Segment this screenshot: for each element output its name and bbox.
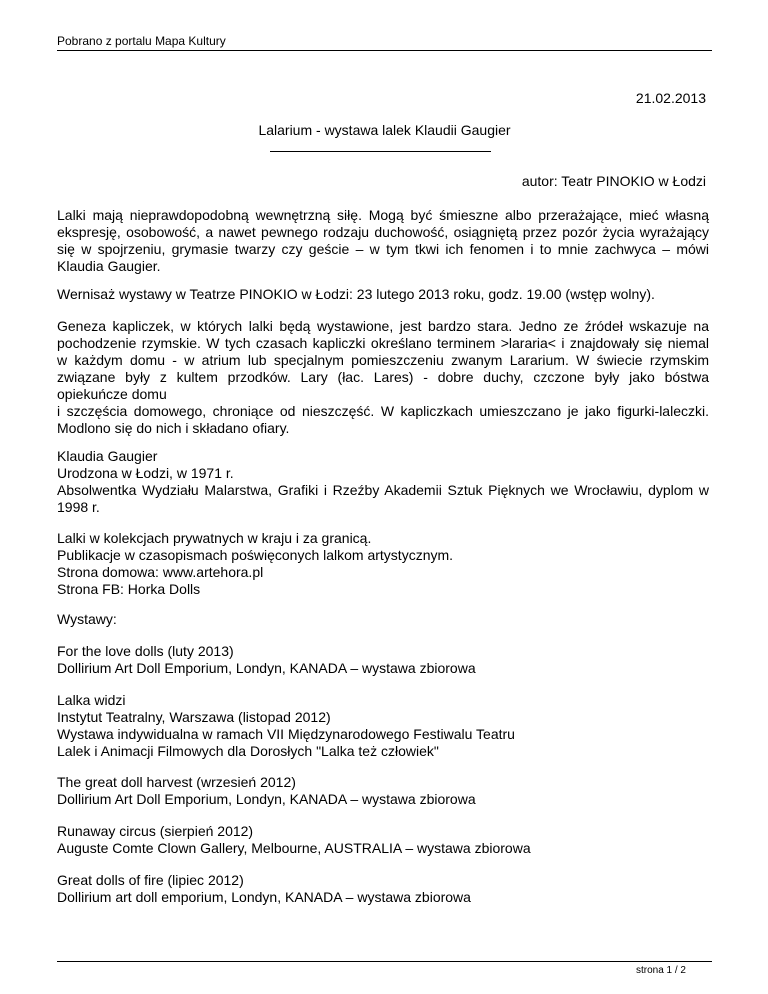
collections-line: Strona FB: Horka Dolls xyxy=(57,581,201,597)
genesis-line: Geneza kapliczek, w których lalki będą wystawione, jest bardzo stara. Jedno ze źródeł wskazuje na xyxy=(57,318,709,334)
intro-line: Lalki mają nieprawdopodobną wewnętrzną siłę. Mogą być śmieszne albo przerażające, mieć własną xyxy=(57,207,709,223)
exhibition-entry xyxy=(57,823,709,857)
bio-line: 1998 r. xyxy=(57,499,100,515)
genesis-line: Modlono się do nich i składano ofiary. xyxy=(57,420,290,436)
collections-paragraph xyxy=(57,530,709,598)
genesis-paragraph xyxy=(57,318,709,437)
bio-paragraph xyxy=(57,448,709,516)
title-underline xyxy=(270,151,491,152)
exhibition-entry xyxy=(57,872,709,906)
vernissage-paragraph xyxy=(57,286,709,303)
exhibition-line: Auguste Comte Clown Gallery, Melbourne, AUSTRALIA – wystawa zbiorowa xyxy=(57,840,531,856)
exhibition-line: Dollirium Art Doll Emporium, Londyn, KANADA – wystawa zbiorowa xyxy=(57,660,476,676)
intro-line: się w spojrzeniu, grymasie twarzy czy geście – w tym tkwi ich fenomen i to mnie zachwyca – mówi xyxy=(57,241,709,257)
genesis-line: w każdym domu - w atrium lub specjalnym pomieszczeniu zwanym Lararium. W świecie rzymskim xyxy=(57,352,709,368)
exhibition-line: The great doll harvest (wrzesień 2012) xyxy=(57,774,296,790)
intro-paragraph xyxy=(57,207,709,275)
bio-line: Urodzona w Łodzi, w 1971 r. xyxy=(57,465,234,481)
footer-divider xyxy=(57,961,712,962)
exhibition-line: Instytut Teatralny, Warszawa (listopad 2012) xyxy=(57,709,331,725)
collections-line: Lalki w kolekcjach prywatnych w kraju i za granicą. xyxy=(57,530,372,546)
exhibition-line: Dollirium Art Doll Emporium, Londyn, KANADA – wystawa zbiorowa xyxy=(57,791,476,807)
page-number: strona 1 / 2 xyxy=(635,965,686,976)
exhibition-line: Lalka widzi xyxy=(57,692,126,708)
document-title: Lalarium - wystawa lalek Klaudii Gaugier xyxy=(258,122,511,138)
exhibition-line: Dollirium art doll emporium, Londyn, KANADA – wystawa zbiorowa xyxy=(57,889,471,905)
exhibition-line: Wystawa indywidualna w ramach VII Międzynarodowego Festiwalu Teatru xyxy=(57,726,515,742)
genesis-line: i szczęścia domowego, chroniące od nieszczęść. W kapliczkach umieszczano je jako figurki-laleczki. xyxy=(57,403,709,419)
header-divider xyxy=(57,50,712,51)
exhibition-line: Great dolls of fire (lipiec 2012) xyxy=(57,872,244,888)
document-date: 21.02.2013 xyxy=(635,90,706,106)
intro-line: ekspresję, osobowość, a nawet pewnego rodzaju duchowość, osiągniętą przez pozór życia wyrażający xyxy=(57,224,709,240)
header-source: Pobrano z portalu Mapa Kultury xyxy=(57,34,226,48)
exhibitions-heading-block xyxy=(57,611,709,628)
genesis-line: związane były z kultem przodków. Lary (łac. Lares) - dobre duchy, czczone były jako bóstwa xyxy=(57,369,709,385)
exhibition-line: Lalek i Animacji Filmowych dla Dorosłych "Lalka też człowiek" xyxy=(57,743,439,759)
intro-line: Klaudia Gaugier. xyxy=(57,258,161,274)
exhibition-line: For the love dolls (luty 2013) xyxy=(57,643,234,659)
genesis-line: opiekuńcze domu xyxy=(57,386,167,402)
document-author: autor: Teatr PINOKIO w Łodzi xyxy=(521,173,706,189)
exhibition-entry xyxy=(57,692,709,760)
exhibition-entry xyxy=(57,643,709,677)
vernissage-line: Wernisaż wystawy w Teatrze PINOKIO w Łodzi: 23 lutego 2013 roku, godz. 19.00 (wstęp wolny). xyxy=(57,286,655,302)
collections-line: Strona domowa: www.artehora.pl xyxy=(57,564,264,580)
exhibition-line: Runaway circus (sierpień 2012) xyxy=(57,823,254,839)
exhibitions-heading: Wystawy: xyxy=(57,611,117,627)
collections-line: Publikacje w czasopismach poświęconych lalkom artystycznym. xyxy=(57,547,454,563)
genesis-line: pochodzenie rzymskie. W tych czasach kapliczki określano terminem >lararia< i znajdowały się niemal xyxy=(57,335,709,351)
bio-line: Klaudia Gaugier xyxy=(57,448,158,464)
exhibition-entry xyxy=(57,774,709,808)
bio-line: Absolwentka Wydziału Malarstwa, Grafiki i Rzeźby Akademii Sztuk Pięknych we Wrocławiu, dyplom w xyxy=(57,482,709,498)
